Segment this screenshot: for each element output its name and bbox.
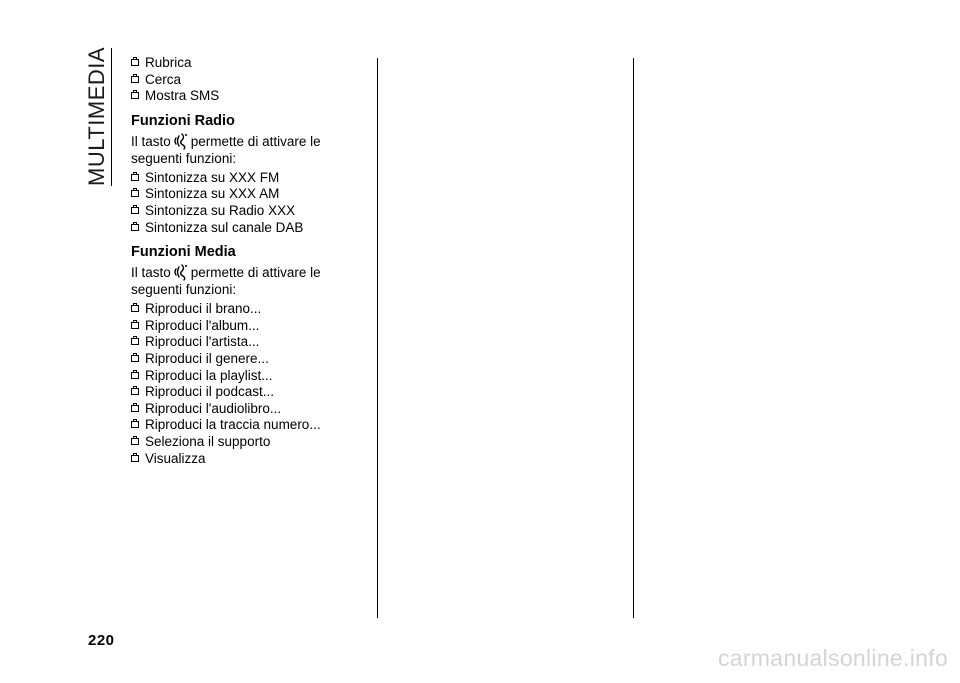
- list-item: Visualizza: [131, 451, 371, 468]
- top-list: [131, 55, 371, 105]
- checkbox-bullet-icon: [131, 305, 139, 312]
- radio-heading: Funzioni Radio: [131, 112, 235, 129]
- list-item: Riproduci il genere...: [131, 351, 371, 368]
- media-heading: Funzioni Media: [131, 244, 236, 261]
- checkbox-bullet-icon: [131, 224, 139, 231]
- media-list: [131, 301, 371, 467]
- list-item: Riproduci la playlist...: [131, 368, 371, 385]
- list-item: Riproduci l'artista...: [131, 334, 371, 351]
- list-item: Riproduci il brano...: [131, 301, 371, 318]
- voice-command-icon: [173, 263, 189, 281]
- checkbox-bullet-icon: [131, 372, 139, 379]
- media-intro: Il tasto permette di attivare le seguenti funzioni:: [131, 265, 321, 298]
- checkbox-bullet-icon: [131, 338, 139, 345]
- checkbox-bullet-icon: [131, 355, 139, 362]
- checkbox-bullet-icon: [131, 421, 139, 428]
- list-item: Riproduci l'album...: [131, 318, 371, 335]
- checkbox-bullet-icon: [131, 455, 139, 462]
- list-item: Sintonizza su XXX AM: [131, 186, 371, 203]
- column-divider-right: [633, 58, 634, 618]
- list-item: Riproduci la traccia numero...: [131, 417, 371, 434]
- checkbox-bullet-icon: [131, 388, 139, 395]
- list-item: Cerca: [131, 72, 371, 89]
- radio-intro: Il tasto permette di attivare le seguenti funzioni:: [131, 133, 321, 166]
- checkbox-bullet-icon: [131, 174, 139, 181]
- section-title-rule: [111, 48, 112, 186]
- section-title: [84, 48, 108, 186]
- list-item: Sintonizza su XXX FM: [131, 170, 371, 187]
- column-divider-left: [377, 58, 378, 618]
- voice-command-icon: [173, 132, 189, 150]
- list-item: Sintonizza sul canale DAB: [131, 220, 371, 237]
- watermark: carmanualsonline.info: [717, 645, 948, 671]
- checkbox-bullet-icon: [131, 59, 139, 66]
- list-item: Mostra SMS: [131, 88, 371, 105]
- radio-list: [131, 170, 371, 236]
- checkbox-bullet-icon: [131, 190, 139, 197]
- section-title-text: MULTIMEDIA: [84, 46, 109, 186]
- checkbox-bullet-icon: [131, 438, 139, 445]
- page-number: 220: [88, 632, 115, 649]
- checkbox-bullet-icon: [131, 207, 139, 214]
- list-item: Rubrica: [131, 55, 371, 72]
- checkbox-bullet-icon: [131, 322, 139, 329]
- list-item: Seleziona il supporto: [131, 434, 371, 451]
- checkbox-bullet-icon: [131, 92, 139, 99]
- list-item: Sintonizza su Radio XXX: [131, 203, 371, 220]
- list-item: Riproduci il podcast...: [131, 384, 371, 401]
- checkbox-bullet-icon: [131, 405, 139, 412]
- main-column: [131, 55, 371, 467]
- checkbox-bullet-icon: [131, 76, 139, 83]
- list-item: Riproduci l'audiolibro...: [131, 401, 371, 418]
